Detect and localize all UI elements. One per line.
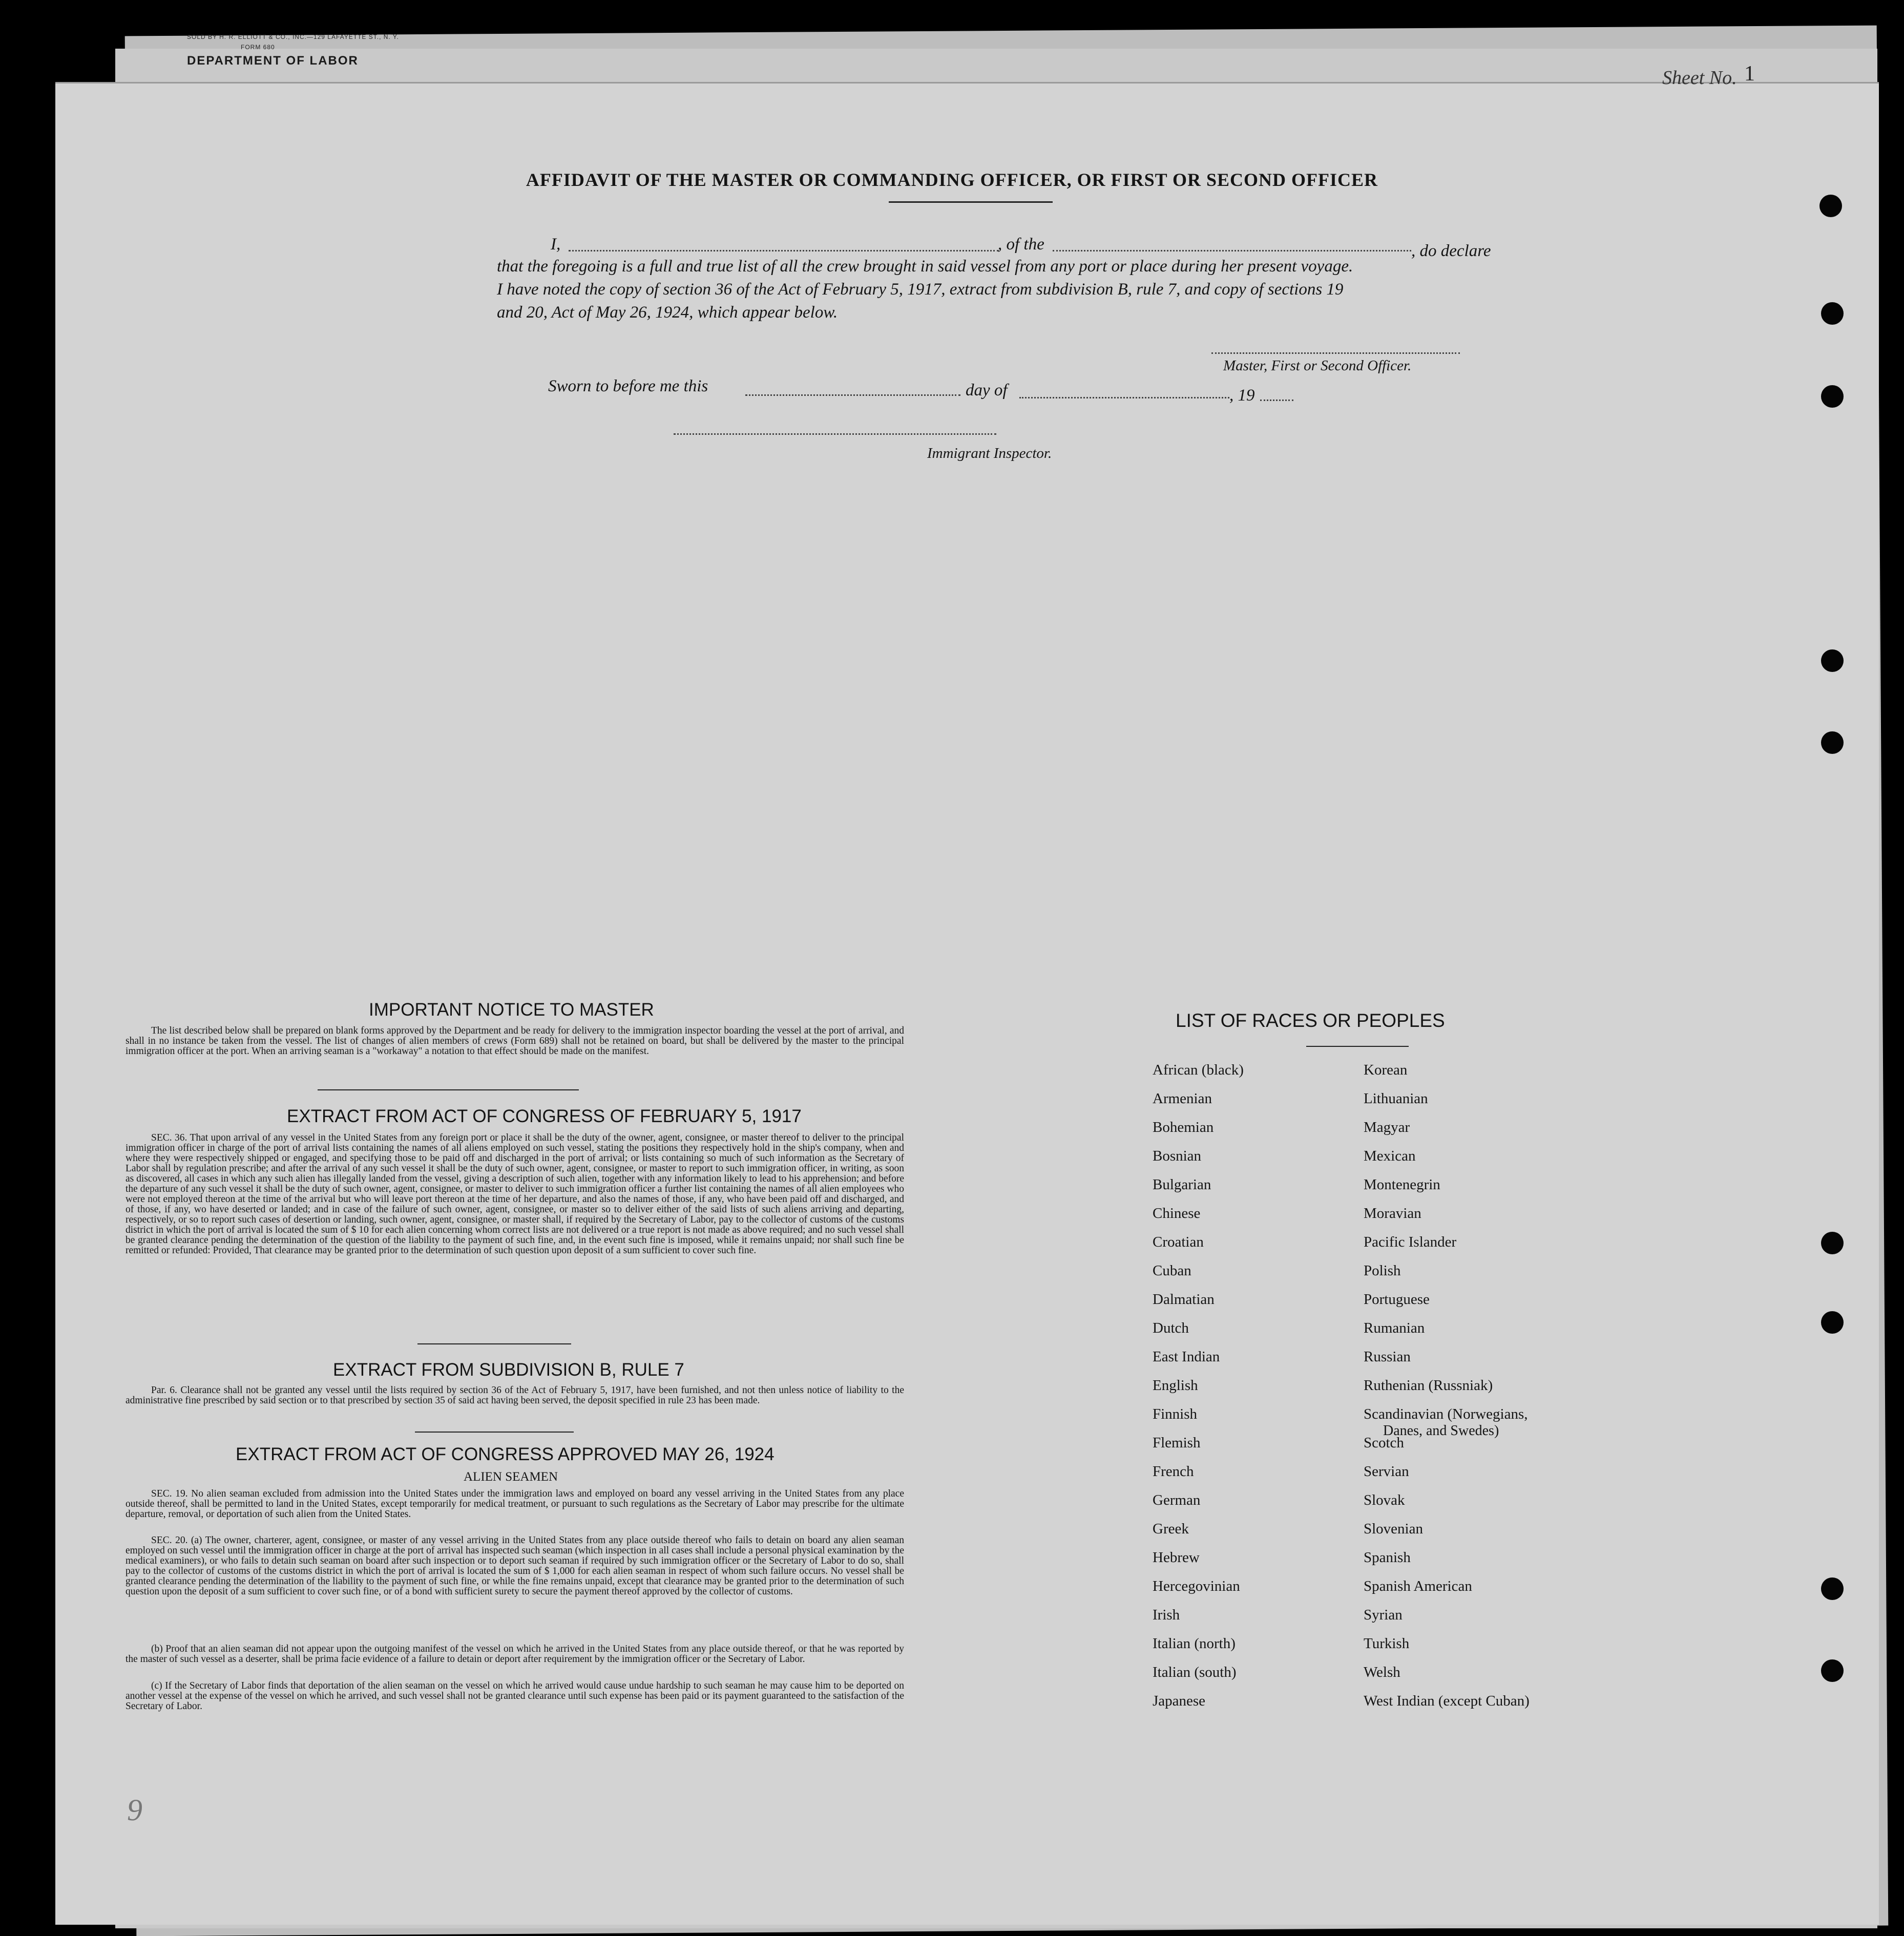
- affidavit-title: AFFIDAVIT OF THE MASTER OR COMMANDING OFFICER, OR FIRST OR SECOND OFFICER: [526, 170, 1378, 190]
- race-item: French: [1153, 1463, 1194, 1480]
- sec20c-body: (c) If the Secretary of Labor finds that deportation of the alien seaman on the vessel on which he arrived would cause undue hardship to such seaman he may cause him to be deported on another vessel at the expense of the vessel on which he arrived, and such vessel shall not be granted clearance until such expense has been paid or its payment guaranteed to the satisfaction of the Secretary of Labor.: [125, 1680, 904, 1712]
- race-item: Magyar: [1364, 1119, 1410, 1135]
- race-item: Slovak: [1364, 1492, 1405, 1508]
- race-item: Rumanian: [1364, 1320, 1425, 1336]
- races-title: LIST OF RACES OR PEOPLES: [1176, 1010, 1445, 1031]
- sworn-label: Sworn to before me this: [548, 377, 708, 395]
- extract-1917-title: EXTRACT FROM ACT OF CONGRESS OF FEBRUARY 5, 1917: [287, 1106, 802, 1126]
- affidavit-line3: I have noted the copy of section 36 of the Act of February 5, 1917, extract from subdivision B, rule 7, and copy of sections 19: [497, 280, 1344, 299]
- race-item: Spanish American: [1364, 1578, 1472, 1594]
- margin-note: 9: [127, 1793, 142, 1827]
- affidavit-line2: that the foregoing is a full and true list of all the crew brought in said vessel from any port or place during her present voyage.: [497, 257, 1353, 276]
- race-item: Scotch: [1364, 1435, 1404, 1451]
- race-item: Hebrew: [1153, 1549, 1200, 1566]
- month-blank[interactable]: [1019, 397, 1229, 398]
- sec20b-body: (b) Proof that an alien seaman did not appear upon the outgoing manifest of the vessel on which he arrived in the United States from any place outside thereof, or that he was reported by the master of such vessel as a deserter, shall be prima facie evidence of a failure to detain or deport after requirement by the immigration officer or the Secretary of Labor.: [125, 1644, 904, 1665]
- day-of-label: day of: [966, 381, 1008, 399]
- race-item: Greek: [1153, 1521, 1189, 1537]
- notice-title: IMPORTANT NOTICE TO MASTER: [369, 1000, 654, 1020]
- punch-hole: [1821, 1577, 1844, 1600]
- punch-hole: [1821, 731, 1844, 754]
- printer-line: SOLD BY H. R. ELLIOTT & CO., INC.—129 LAFAYETTE ST., N. Y.: [187, 33, 399, 40]
- punch-hole: [1821, 1659, 1844, 1682]
- race-item: Spanish: [1364, 1549, 1411, 1566]
- department-label: DEPARTMENT OF LABOR: [187, 54, 359, 68]
- master-label: Master, First or Second Officer.: [1223, 357, 1412, 374]
- races-right-column: [1364, 1062, 1530, 1721]
- race-item: English: [1153, 1377, 1198, 1394]
- race-item: Cuban: [1153, 1262, 1191, 1279]
- alien-seamen-subtitle: ALIEN SEAMEN: [464, 1470, 558, 1484]
- name-blank[interactable]: [569, 250, 999, 251]
- race-item: Finnish: [1153, 1406, 1198, 1422]
- race-item: Montenegrin: [1364, 1176, 1440, 1193]
- race-item: Korean: [1364, 1062, 1408, 1078]
- race-item: Chinese: [1153, 1205, 1201, 1222]
- race-item: Pacific Islander: [1364, 1234, 1457, 1250]
- sheet-label: Sheet No.: [1662, 67, 1737, 89]
- race-item: Hercegovinian: [1153, 1578, 1240, 1594]
- race-item: West Indian (except Cuban): [1364, 1693, 1530, 1709]
- form-number: FORM 680: [241, 44, 275, 51]
- punch-hole: [1821, 302, 1844, 325]
- vessel-blank[interactable]: [1053, 250, 1411, 251]
- extract-1917-body: SEC. 36. That upon arrival of any vessel in the United States from any foreign port or place it shall be the duty of the owner, agent, consignee, or master thereof to deliver to the principal immigration officer in charge of the port of arrival lists containing the names of all aliens employed on such vessel, stating the positions they respectively hold in the ship's company, when and where they were respectively shipped or engaged, and specifying those to be paid off and discharged in the port of arrival; or lists containing so much of such information as the Secretary of Labor shall by regulation prescribe; and after the arrival of any such vessel it shall be the duty of such owner, agent, consignee, or master to report to such immigration officer, in writing, as soon as discovered, all cases in which any such alien has illegally landed from the vessel, giving a description of such alien, together with any information likely to lead to his apprehension; and before the departure of any such vessel it shall be the duty of such owner, agent, consignee, or master to deliver to such immigration officer a further list containing the names of all alien employees who were not employed thereon at the time of the arrival but who will leave port thereon at the time of her departure, and also the names of those, if any, who have been paid off and discharged, and of those, if any, wo have deserted or landed; and in case of the failure of such owner, agent, consignee, or master so to deliver either of the said lists of such aliens arriving and departing, respectively, or so to report such cases of desertion or landing, such owner, agent, consignee, or master shall, if required by the Secretary of Labor, pay to the collector of customs of the customs district in which the port of arrival is located the sum of $ 10 for each alien concerning whom correct lists are not delivered or a true report is not made as above required; and no such vessel shall be granted clearance pending the determination of the question of the liability to the payment of such fine, and, in the event such fine is imposed, while it remains unpaid; nor shall such fine be remitted or refunded: Provided, That clearance may be granted prior to the determination of such question upon deposit of a sum sufficient to cover such fine.: [125, 1132, 904, 1256]
- race-item: Ruthenian (Russniak): [1364, 1377, 1493, 1394]
- race-item: Dalmatian: [1153, 1291, 1215, 1308]
- race-item: Syrian: [1364, 1607, 1403, 1623]
- race-item: Mexican: [1364, 1148, 1416, 1164]
- race-item: Welsh: [1364, 1664, 1400, 1680]
- punch-hole: [1821, 1311, 1844, 1334]
- title-rule: [889, 201, 1053, 203]
- sec20a-body: SEC. 20. (a) The owner, charterer, agent, consignee, or master of any vessel arriving in the United States from any place outside thereof who fails to detain on board any alien seaman employed on such vessel until the immigration officer in charge at the port of arrival has inspected such seaman (which inspection in all cases shall include a personal physical examination by the medical examiners), or who fails to detain such seaman on board after such inspection or to deport such seaman if required by such immigration officer or the Secretary of Labor to do so, shall pay to the collector of customs of the customs district in which the port of arrival is located the sum of $ 1,000 for each alien seaman in respect of whom such failure occurs. No vessel shall be granted clearance pending the determination of the liability to the payment of such fine, or while the fine remains unpaid, except that clearance may be granted prior to the determination of such question upon the deposit of a sum sufficient to cover such fine, or of a bond with sufficient surety to secure the payment thereof approved by the collector of customs.: [125, 1535, 904, 1597]
- section-rule: [417, 1343, 571, 1344]
- extract-rule7-title: EXTRACT FROM SUBDIVISION B, RULE 7: [333, 1360, 684, 1380]
- affidavit-declare: , do declare: [1411, 242, 1491, 260]
- race-item: Bohemian: [1153, 1119, 1214, 1135]
- master-signature-blank[interactable]: [1211, 352, 1460, 354]
- punch-hole: [1821, 649, 1844, 672]
- race-item: Portuguese: [1364, 1291, 1430, 1308]
- race-item: Slovenian: [1364, 1521, 1423, 1537]
- extract-1924-title: EXTRACT FROM ACT OF CONGRESS APPROVED MAY 26, 1924: [236, 1444, 775, 1464]
- races-left-column: [1153, 1062, 1244, 1721]
- affidavit-i: I,: [551, 235, 561, 254]
- race-item: Japanese: [1153, 1693, 1206, 1709]
- race-item: Scandinavian (Norwegians,: [1364, 1406, 1528, 1422]
- race-item: Armenian: [1153, 1090, 1212, 1107]
- races-rule: [1306, 1046, 1409, 1047]
- race-item: Bulgarian: [1153, 1176, 1211, 1193]
- race-item: Servian: [1364, 1463, 1409, 1480]
- race-item: Croatian: [1153, 1234, 1204, 1250]
- scandinavian-continuation: Danes, and Swedes): [1383, 1423, 1499, 1439]
- race-item: African (black): [1153, 1062, 1244, 1078]
- race-item: Irish: [1153, 1607, 1180, 1623]
- inspector-signature-blank[interactable]: [674, 433, 996, 435]
- race-item: East Indian: [1153, 1349, 1220, 1365]
- affidavit-of-the: , of the: [998, 235, 1044, 254]
- notice-body: The list described below shall be prepared on blank forms approved by the Department and be ready for delivery to the immigration inspector boarding the vessel at the port of arrival, and shall in no instance be taken from the vessel. The list of changes of alien members of crews (Form 689) shall not be retained on board, but shall be delivered by the master to the principal immigration officer at the port. When an arriving seaman is a "workaway" a notation to that effect should be made on the manifest.: [125, 1025, 904, 1057]
- race-item: Polish: [1364, 1262, 1401, 1279]
- race-item: Lithuanian: [1364, 1090, 1428, 1107]
- race-item: Italian (north): [1153, 1635, 1236, 1652]
- race-item: German: [1153, 1492, 1201, 1508]
- section-rule: [415, 1432, 574, 1433]
- year-blank[interactable]: [1260, 399, 1293, 401]
- punch-hole: [1821, 385, 1844, 408]
- race-item: Moravian: [1364, 1205, 1421, 1222]
- race-item: Dutch: [1153, 1320, 1189, 1336]
- punch-hole: [1821, 1232, 1844, 1254]
- section-rule: [318, 1089, 579, 1090]
- race-item: Turkish: [1364, 1635, 1410, 1652]
- day-blank[interactable]: [745, 394, 960, 396]
- punch-hole: [1819, 195, 1842, 217]
- race-item: Bosnian: [1153, 1148, 1202, 1164]
- race-item: Russian: [1364, 1349, 1411, 1365]
- extract-rule7-body: Par. 6. Clearance shall not be granted any vessel until the lists required by section 36 of the Act of February 5, 1917, have been furnished, and not then unless notice of liability to the administrative fine prescribed by said section or to that prescribed by section 35 of said act having been served, the deposit specified in rule 23 has been made.: [125, 1385, 904, 1406]
- race-item: Italian (south): [1153, 1664, 1237, 1680]
- year-label: , 19: [1229, 386, 1255, 405]
- race-item: Flemish: [1153, 1435, 1201, 1451]
- affidavit-line4: and 20, Act of May 26, 1924, which appear below.: [497, 303, 838, 322]
- sheet-number: 1: [1744, 62, 1755, 86]
- sec19-body: SEC. 19. No alien seaman excluded from admission into the United States under the immigration laws and employed on board any vessel arriving in the United States from any place outside thereof, shall be permitted to land in the United States, except temporarily for medical treatment, or pursuant to such regulations as the Secretary of Labor may prescribe for the ultimate departure, removal, or deportation of such alien from the United States.: [125, 1488, 904, 1520]
- inspector-label: Immigrant Inspector.: [927, 445, 1052, 461]
